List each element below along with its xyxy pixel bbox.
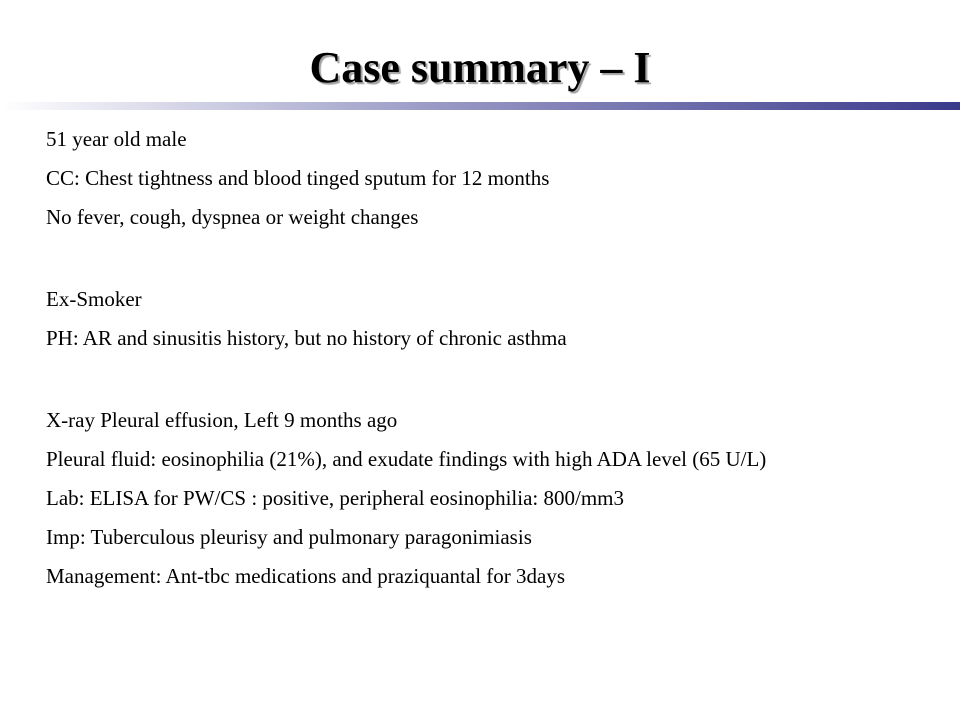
- title-divider: [0, 100, 960, 112]
- list-item: PH: AR and sinusitis history, but no history of chronic asthma: [46, 326, 567, 350]
- list-item: Management: Ant-tbc medications and praziquantal for 3days: [46, 564, 566, 588]
- list-item: Pleural fluid: eosinophilia (21%), and exudate findings with high ADA level (65 U/L): [46, 447, 767, 471]
- list-item: 51 year old male: [46, 127, 187, 151]
- case-summary-list: [46, 128, 926, 604]
- slide-title: Case summary – I: [309, 43, 651, 92]
- list-item: CC: Chest tightness and blood tinged sputum for 12 months: [46, 166, 550, 190]
- list-item: Lab: ELISA for PW/CS : positive, peripheral eosinophilia: 800/mm3: [46, 486, 625, 510]
- list-item: X-ray Pleural effusion, Left 9 months ago: [46, 408, 398, 432]
- list-spacer: [46, 245, 926, 288]
- list-item: No fever, cough, dyspnea or weight changes: [46, 205, 419, 229]
- list-item: Ex-Smoker: [46, 287, 142, 311]
- list-item: Imp: Tuberculous pleurisy and pulmonary paragonimiasis: [46, 525, 532, 549]
- list-spacer: [46, 366, 926, 409]
